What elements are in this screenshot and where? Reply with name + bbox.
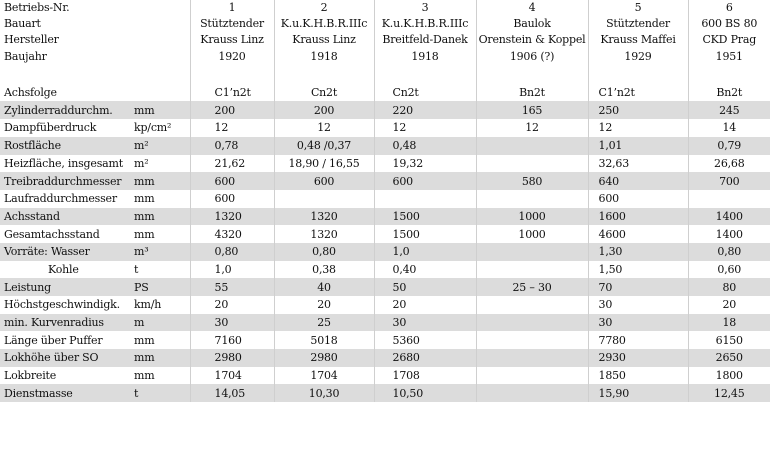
separator-cell [274,65,374,84]
header-cell: Krauss Maffei [588,32,688,48]
data-cell [476,243,588,261]
data-cell: 600 [374,172,476,190]
data-cell: C1’n2t [588,84,688,102]
data-cell [476,314,588,332]
row-label: Lokhöhe über SO [0,349,132,367]
data-cell: 18 [688,314,770,332]
header-cell: 5 [588,0,688,16]
data-cell: 25 [274,314,374,332]
table-row [0,155,770,173]
row-unit: mm [134,227,155,241]
data-cell: 0,80 [190,243,274,261]
table-row [0,172,770,190]
data-cell: 55 [190,278,274,296]
header-cell: 1929 [588,49,688,65]
data-cell: Bn2t [476,84,588,102]
data-cell: 20 [688,296,770,314]
data-cell: 1000 [476,208,588,226]
data-cell: 5360 [374,331,476,349]
header-cell: 1906 (?) [476,49,588,65]
data-cell: 245 [688,101,770,119]
data-cell: 10,50 [374,384,476,402]
data-cell: 200 [190,101,274,119]
data-cell: 4600 [588,225,688,243]
data-cell: 600 [190,190,274,208]
row-label: Achsstand [0,208,132,226]
data-cell [476,349,588,367]
data-cell: 18,90 / 16,55 [274,155,374,173]
header-cell: 1920 [190,49,274,65]
data-cell: 0,60 [688,261,770,279]
header-label: Bauart [4,17,41,31]
data-cell: 0,78 [190,137,274,155]
data-cell: 1320 [190,208,274,226]
header-cell: K.u.K.H.B.R.IIIc [374,16,476,32]
table-row [0,367,770,385]
table-row [0,137,770,155]
table-row [0,278,770,296]
data-cell [688,190,770,208]
separator-cell [688,65,770,84]
data-cell: 2980 [274,349,374,367]
row-unit [132,84,190,102]
data-cell: 0,79 [688,137,770,155]
header-cell: Stütztender [588,16,688,32]
header-cell: 1951 [688,49,770,65]
data-cell: 600 [190,172,274,190]
row-label: Treibraddurchmesser [0,172,132,190]
data-cell: 600 [588,190,688,208]
header-cell: 2 [274,0,374,16]
table-row [0,261,770,279]
row-label: Zylinderraddurchm. [0,101,132,119]
header-cell: 1918 [274,49,374,65]
row-unit: mm [132,172,190,190]
row-unit: mm [132,101,190,119]
data-cell: 7160 [190,331,274,349]
data-cell: 0,38 [274,261,374,279]
header-cell: 3 [374,0,476,16]
separator-cell [374,65,476,84]
row-label: Dampfüberdruck [4,121,97,135]
data-cell: 2680 [374,349,476,367]
data-cell: 580 [476,172,588,190]
data-cell: 25 – 30 [476,278,588,296]
data-cell: 12 [588,119,688,137]
data-cell: 0,80 [274,243,374,261]
row-unit: mm [134,192,155,206]
separator-cell [0,65,132,84]
header-cell: 4 [476,0,588,16]
data-cell: 10,30 [274,384,374,402]
header-cell: Stütztender [190,16,274,32]
row-unit: mm [134,369,155,383]
table-row [0,190,770,208]
row-unit: m² [134,156,149,170]
data-cell: 1,01 [588,137,688,155]
header-cell: 6 [688,0,770,16]
data-cell: 1320 [274,208,374,226]
data-cell: 0,80 [688,243,770,261]
data-cell: 1,30 [588,243,688,261]
header-cell: 1 [190,0,274,16]
data-cell: 1800 [688,367,770,385]
data-cell [476,296,588,314]
row-unit: kp/cm² [134,121,172,135]
header-cell: Orenstein & Koppel [476,32,588,48]
data-cell: C1’n2t [190,84,274,102]
data-cell: 1400 [688,208,770,226]
row-label: Länge über Puffer [4,333,103,347]
row-label: Lokbreite [4,369,57,383]
row-label: Laufraddurchmesser [4,192,117,206]
row-label: Leistung [0,278,132,296]
data-cell: 12 [476,119,588,137]
data-cell: 0,48 /0,37 [274,137,374,155]
row-label: Kohle [48,262,79,276]
header-cell: 600 BS 80 [688,16,770,32]
header-row [0,0,770,16]
header-cell: Krauss Linz [190,32,274,48]
data-cell: 20 [190,296,274,314]
data-cell: 600 [274,172,374,190]
data-cell: Bn2t [688,84,770,102]
data-cell [476,261,588,279]
header-label: Hersteller [4,33,59,47]
data-cell [274,190,374,208]
data-cell: 640 [588,172,688,190]
table-row [0,119,770,137]
data-cell: Cn2t [374,84,476,102]
data-cell: 6150 [688,331,770,349]
separator-cell [132,65,190,84]
data-cell: 1,0 [374,243,476,261]
data-cell: 2930 [588,349,688,367]
row-unit: mm [132,349,190,367]
data-cell: 200 [274,101,374,119]
table-row [0,225,770,243]
data-cell: 0,48 [374,137,476,155]
data-cell: 50 [374,278,476,296]
data-cell: 20 [274,296,374,314]
row-label: Vorräte: Wasser [0,243,132,261]
data-cell: 30 [588,314,688,332]
data-cell [476,367,588,385]
data-cell: 1400 [688,225,770,243]
data-cell: 4320 [190,225,274,243]
data-cell: 14 [688,119,770,137]
data-cell: 70 [588,278,688,296]
data-cell: 12 [374,119,476,137]
header-cell: 1918 [374,49,476,65]
row-unit: m³ [132,243,190,261]
table-row [0,384,770,402]
row-label: Rostfläche [0,137,132,155]
header-cell: K.u.K.H.B.R.IIIc [274,16,374,32]
data-cell: 12 [190,119,274,137]
separator-cell [476,65,588,84]
row-unit: t [132,384,190,402]
data-cell: 1500 [374,208,476,226]
data-cell: 7780 [588,331,688,349]
data-cell [476,331,588,349]
header-row [0,32,770,48]
data-cell: 1704 [274,367,374,385]
data-cell [476,384,588,402]
data-cell [476,190,588,208]
data-cell: 1600 [588,208,688,226]
data-cell: Cn2t [274,84,374,102]
row-label: Heizfläche, insgesamt [4,156,123,170]
data-cell: 30 [588,296,688,314]
data-cell: 1,50 [588,261,688,279]
header-cell: Baulok [476,16,588,32]
data-cell: 21,62 [190,155,274,173]
row-unit: m² [132,137,190,155]
data-cell: 80 [688,278,770,296]
table-row [0,208,770,226]
data-cell: 1850 [588,367,688,385]
row-unit: m [132,314,190,332]
header-row [0,16,770,32]
data-cell: 26,68 [688,155,770,173]
data-cell [374,190,476,208]
data-cell: 250 [588,101,688,119]
row-label: min. Kurvenradius [0,314,132,332]
table-row [0,349,770,367]
data-cell: 700 [688,172,770,190]
row-label: Höchstgeschwindigk. [4,298,120,312]
header-row [0,49,770,65]
data-cell: 165 [476,101,588,119]
data-cell: 19,32 [374,155,476,173]
table-row [0,296,770,314]
row-label: Achsfolge [4,86,57,100]
row-unit: km/h [134,298,162,312]
header-cell: Krauss Linz [274,32,374,48]
data-cell: 2650 [688,349,770,367]
data-cell: 1500 [374,225,476,243]
header-cell: CKD Prag [688,32,770,48]
data-cell: 40 [274,278,374,296]
table-row [0,243,770,261]
data-cell: 30 [190,314,274,332]
data-cell: 15,90 [588,384,688,402]
table-row [0,84,770,102]
row-label: Dienstmasse [0,384,132,402]
data-cell: 1320 [274,225,374,243]
separator-cell [588,65,688,84]
data-cell: 5018 [274,331,374,349]
data-cell: 12,45 [688,384,770,402]
header-label: Baujahr [4,49,47,63]
data-cell: 2980 [190,349,274,367]
data-cell: 20 [374,296,476,314]
data-cell: 220 [374,101,476,119]
data-cell: 12 [274,119,374,137]
data-cell: 30 [374,314,476,332]
row-unit: mm [134,333,155,347]
data-cell [476,155,588,173]
data-cell: 32,63 [588,155,688,173]
table-row [0,314,770,332]
row-unit: mm [132,208,190,226]
data-cell: 1708 [374,367,476,385]
data-cell [476,137,588,155]
separator-cell [190,65,274,84]
data-cell: 0,40 [374,261,476,279]
row-label: Gesamtachsstand [4,227,100,241]
separator-row [0,65,770,84]
header-label: Betriebs-Nr. [4,1,70,15]
data-cell: 14,05 [190,384,274,402]
data-cell: 1000 [476,225,588,243]
row-unit: t [134,262,139,276]
table-row [0,101,770,119]
data-cell: 1704 [190,367,274,385]
header-cell: Breitfeld-Danek [374,32,476,48]
table-row [0,331,770,349]
row-unit: PS [132,278,190,296]
data-cell: 1,0 [190,261,274,279]
